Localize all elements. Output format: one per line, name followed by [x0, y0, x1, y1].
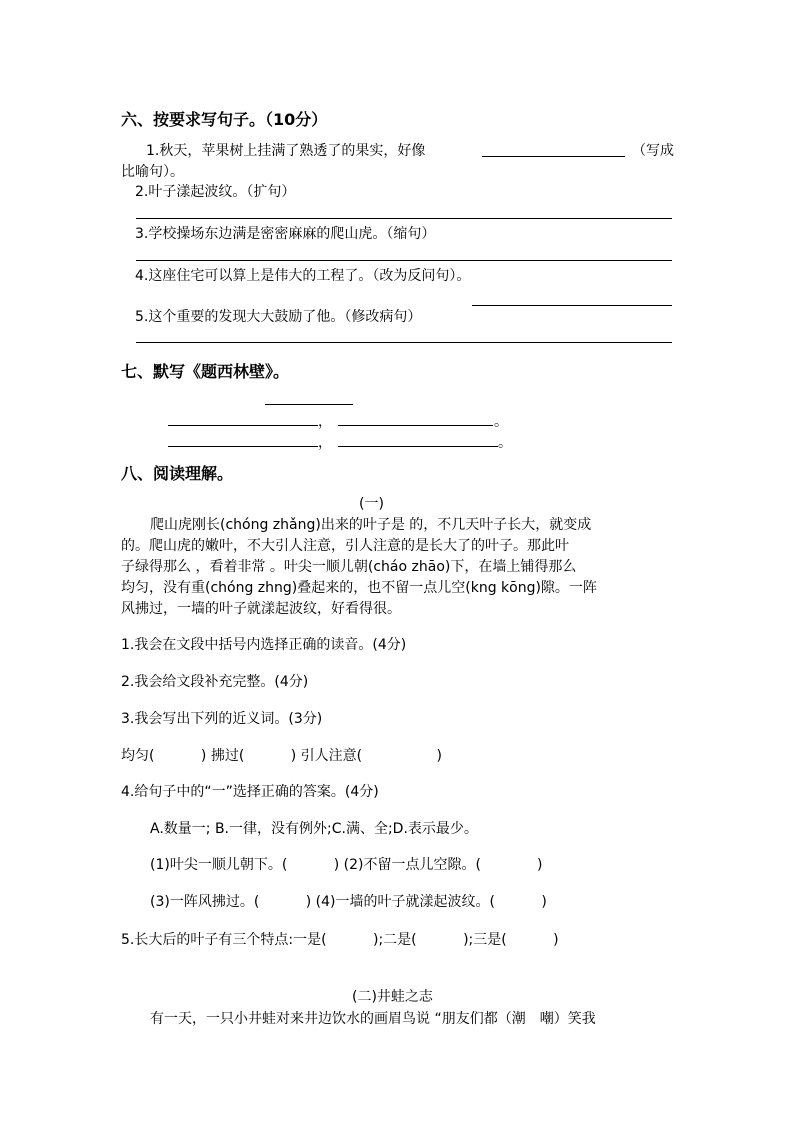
s6-q3-text: 3.学校操场东边满是密密麻麻的爬山虎。（缩句） [135, 226, 436, 242]
part1-title: (一) [359, 496, 384, 512]
s6-q5-answer-line[interactable] [136, 342, 672, 343]
part2-line-1: 有一天，一只小井蛙对来井边饮水的画眉鸟说 “朋友们都（潮 嘲）笑我 [150, 1011, 596, 1027]
s8-q3: 3.我会写出下列的近义词。(3分) [121, 711, 323, 727]
section6-title: 六、按要求写句子。（10分） [121, 110, 328, 129]
s6-q2-text: 2.叶子漾起波纹。（扩句） [135, 184, 296, 200]
s6-q5-text: 5.这个重要的发现大大鼓励了他。（修改病句） [135, 309, 422, 325]
section7-title: 七、默写《题西林壁》。 [121, 362, 290, 381]
s6-q3-answer-line[interactable] [136, 260, 672, 261]
passage-line-5: 风拂过，一墙的叶子就漾起波纹，好看得很。 [121, 601, 401, 617]
s8-q4-row-2[interactable]: (3)一阵风拂过。( ) (4)一墙的叶子就漾起波纹。( ) [150, 894, 547, 910]
s8-q4-options: A.数量一; B.一律，没有例外;C.满、全;D.表示最少。 [150, 821, 478, 837]
s6-q1-text: 1.秋天，苹果树上挂满了熟透了的果实，好像 [146, 143, 426, 159]
s8-q4: 4.给句子中的“一”选择正确的答案。(4分) [121, 784, 379, 800]
s7-title-line[interactable] [265, 404, 353, 405]
s8-q4-row-1[interactable]: (1)叶尖一顺儿朝下。( ) (2)不留一点儿空隙。( ) [150, 857, 543, 873]
s7-comma-2: ， [318, 435, 332, 451]
s8-q3-items[interactable]: 均匀( ) 拂过( ) 引人注意( ) [121, 748, 443, 764]
part2-title: (二)井蛙之志 [352, 989, 433, 1005]
passage-line-2: 的。爬山虎的嫩叶，不大引人注意，引人注意的是长大了的叶子。那此叶 [121, 538, 569, 554]
s6-q1-answer-line[interactable] [482, 156, 625, 157]
s7-comma-1: ， [318, 414, 332, 430]
section8-title: 八、阅读理解。 [121, 464, 234, 483]
s6-q4-answer-line[interactable] [472, 305, 672, 306]
passage-line-3: 子绿得那么 ，看着非常 。叶尖一顺儿朝(cháo zhāo)下，在墙上铺得那么 [121, 559, 577, 575]
s6-q1-suffix: （写成 [632, 143, 674, 159]
s6-q1-suffix-2: 比喻句）。 [121, 164, 184, 180]
s7-line-4[interactable] [338, 446, 498, 447]
s8-q1: 1.我会在文段中括号内选择正确的读音。(4分) [121, 637, 407, 653]
s6-q2-answer-line[interactable] [136, 218, 672, 219]
s7-line-2[interactable] [338, 425, 493, 426]
s7-period-2: 。 [498, 435, 512, 451]
s6-q4-text: 4.这座住宅可以算上是伟大的工程了。（改为反问句）。 [135, 268, 471, 284]
s7-line-1[interactable] [168, 425, 318, 426]
passage-line-4: 均匀，没有重(chóng zhng)叠起来的，也不留一点儿空(kng kōng)隙。一阵 [121, 580, 597, 596]
s7-line-3[interactable] [168, 446, 318, 447]
s8-q2: 2.我会给文段补充完整。(4分) [121, 674, 309, 690]
passage-line-1: 爬山虎刚长(chóng zhǎng)出来的叶子是 的，不几天叶子长大，就变成 [150, 517, 592, 533]
s8-q5[interactable]: 5.长大后的叶子有三个特点:一是( );二是( );三是( ) [121, 932, 559, 948]
s7-period-1: 。 [494, 414, 508, 430]
